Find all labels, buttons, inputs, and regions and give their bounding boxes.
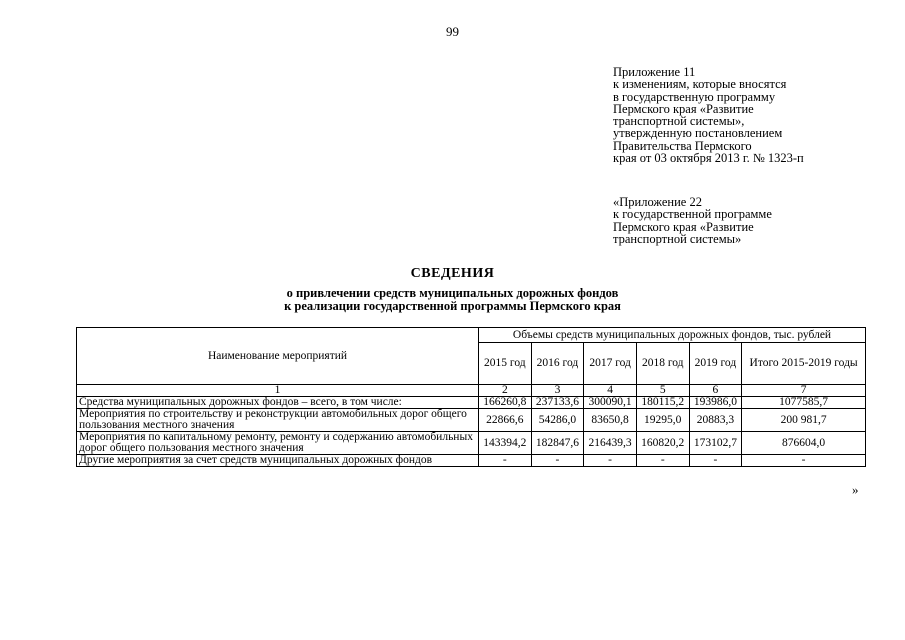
table-row xyxy=(77,432,866,455)
row-value: 1077585,7 xyxy=(742,397,866,409)
row-value: 216439,3 xyxy=(584,432,637,455)
year-header-2017: 2017 год xyxy=(584,343,637,385)
table-row xyxy=(77,455,866,467)
index-cell: 7 xyxy=(742,385,866,397)
closing-quote: » xyxy=(852,482,859,497)
year-header-2015: 2015 год xyxy=(479,343,532,385)
appendix-22-note: «Приложение 22 к государственной программе Пермского края «Развитие транспортной системы» xyxy=(613,195,772,246)
row-value: 182847,6 xyxy=(531,432,584,455)
row-value: 19295,0 xyxy=(636,409,689,432)
year-header-2018: 2018 год xyxy=(636,343,689,385)
row-label: Другие мероприятия за счет средств муниципальных дорожных фондов xyxy=(77,455,479,467)
row-value: 160820,2 xyxy=(636,432,689,455)
row-label: Средства муниципальных дорожных фондов – всего, в том числе: xyxy=(77,397,479,409)
year-header-2019: 2019 год xyxy=(689,343,742,385)
row-value: 200 981,7 xyxy=(742,409,866,432)
row-label: Мероприятия по строительству и реконструкции автомобильных дорог общего пользования местного значения xyxy=(77,409,479,432)
row-value: 300090,1 xyxy=(584,397,637,409)
table-header-row xyxy=(77,328,866,343)
document-subtitle: о привлечении средств муниципальных дорожных фондов к реализации государственной программы Пермского края xyxy=(284,286,621,313)
row-label: Мероприятия по капитальному ремонту, ремонту и содержанию автомобильных дорог общего пользования местного значения xyxy=(77,432,479,455)
total-header: Итого 2015-2019 годы xyxy=(742,343,866,385)
row-value: - xyxy=(531,455,584,467)
index-cell: 1 xyxy=(77,385,479,397)
index-cell: 4 xyxy=(584,385,637,397)
index-cell: 5 xyxy=(636,385,689,397)
year-header-2016: 2016 год xyxy=(531,343,584,385)
index-row xyxy=(77,385,866,397)
index-cell: 2 xyxy=(479,385,532,397)
name-column-header: Наименование мероприятий xyxy=(77,328,479,385)
row-value: - xyxy=(689,455,742,467)
row-value: 83650,8 xyxy=(584,409,637,432)
index-cell: 3 xyxy=(531,385,584,397)
row-value: 193986,0 xyxy=(689,397,742,409)
funds-table xyxy=(76,327,866,467)
row-value: 173102,7 xyxy=(689,432,742,455)
row-value: 166260,8 xyxy=(479,397,532,409)
row-value: 143394,2 xyxy=(479,432,532,455)
row-value: 180115,2 xyxy=(636,397,689,409)
row-value: 20883,3 xyxy=(689,409,742,432)
appendix-11-note: Приложение 11 к изменениям, которые вносятся в государственную программу Пермского края «Развитие транспортной системы», утвержденную постановлением Правительства Пермского края от 03 октября 2013 г. № 1323-п xyxy=(613,65,804,166)
row-value: 876604,0 xyxy=(742,432,866,455)
document-title: СВЕДЕНИЯ xyxy=(410,266,495,281)
row-value: - xyxy=(584,455,637,467)
row-value: 54286,0 xyxy=(531,409,584,432)
table-row xyxy=(77,397,866,409)
index-cell: 6 xyxy=(689,385,742,397)
row-value: - xyxy=(636,455,689,467)
table-row xyxy=(77,409,866,432)
row-value: - xyxy=(742,455,866,467)
row-value: 22866,6 xyxy=(479,409,532,432)
page-number: 99 xyxy=(446,24,459,39)
row-value: - xyxy=(479,455,532,467)
volumes-column-header: Объемы средств муниципальных дорожных фондов, тыс. рублей xyxy=(479,328,866,343)
row-value: 237133,6 xyxy=(531,397,584,409)
